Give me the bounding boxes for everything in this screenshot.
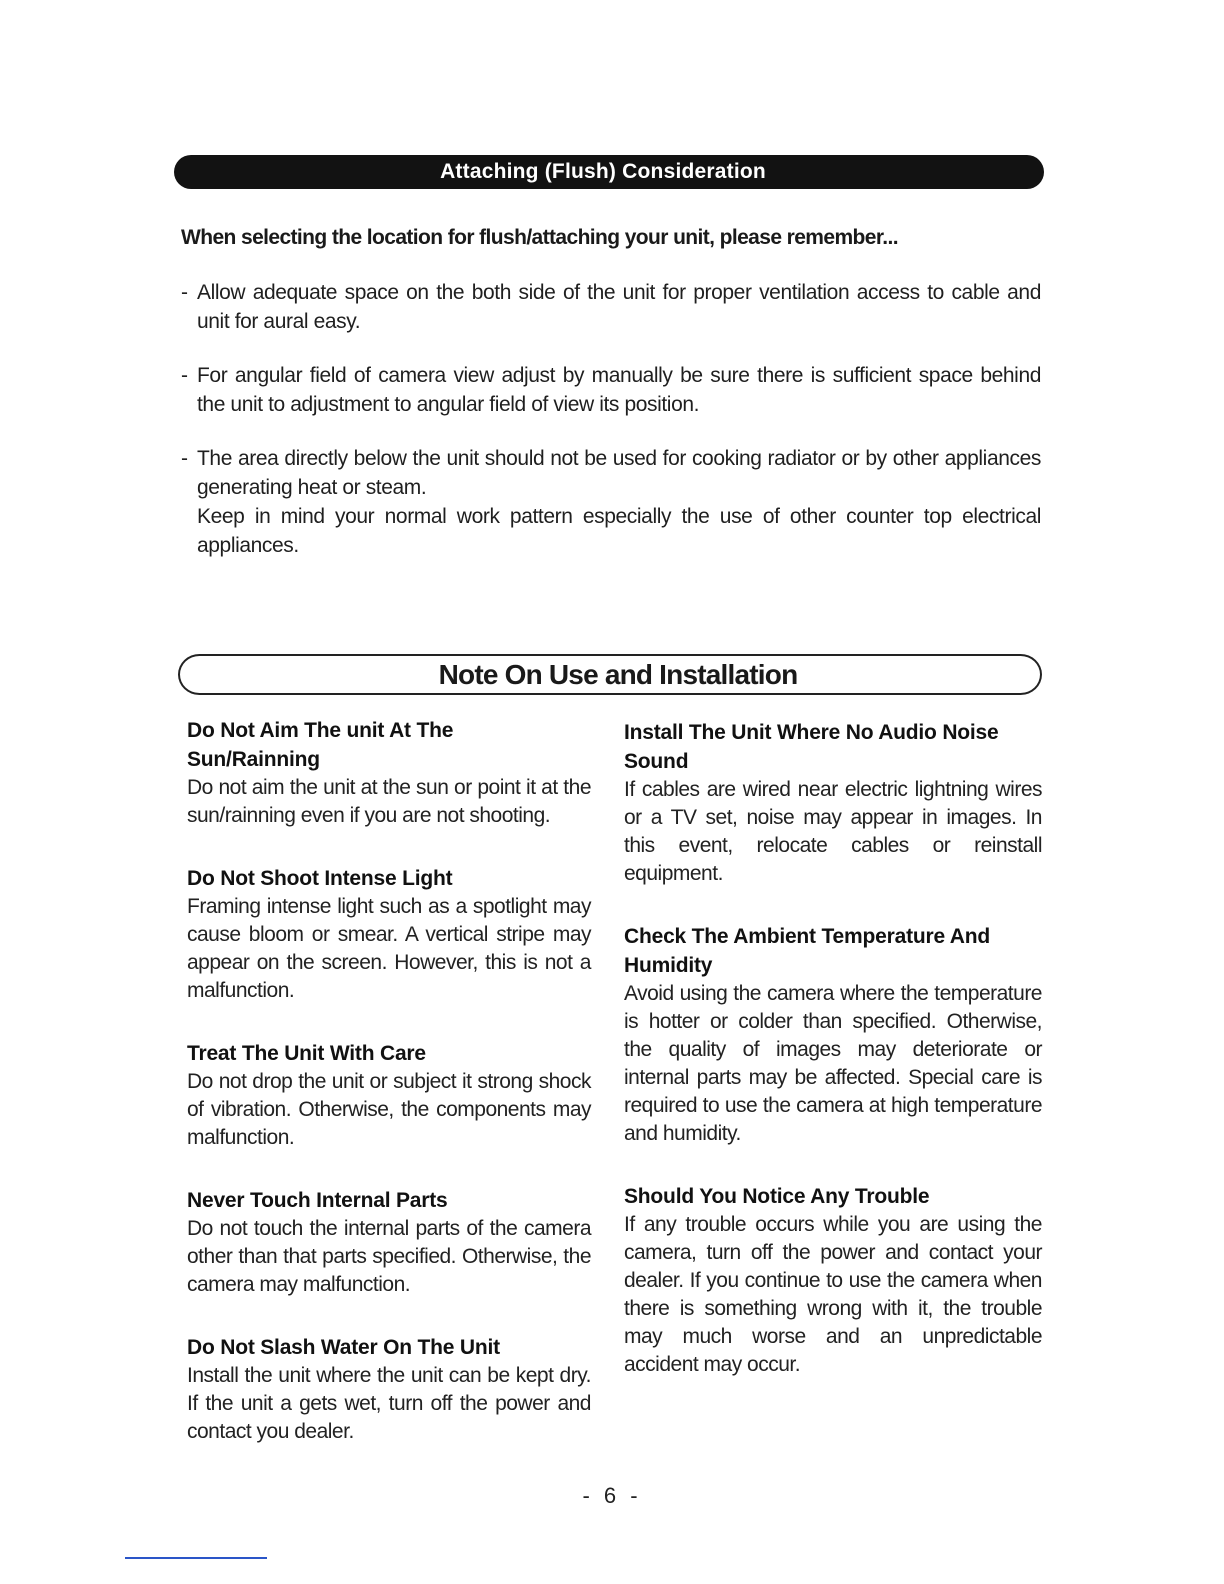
note-body: Framing intense light such as a spotlight may cause bloom or smear. A vertical stripe may appear on the screen. However, this is not a malfunction.	[187, 895, 591, 1002]
page-number: - 6 -	[582, 1483, 642, 1508]
section-title: Note On Use and Installation	[438, 658, 798, 690]
note-heading: Check The Ambient Temperature And Humidity	[624, 925, 991, 977]
note-body: Do not touch the internal parts of the camera other than that parts specified. Otherwise, the camera may malfunction.	[187, 1217, 591, 1296]
list-item-text: The area directly below the unit should not be used for cooking radiator or by other appliances generating heat or steam.	[197, 447, 1041, 499]
note-heading: Do Not Aim The unit At The Sun/Rainning	[187, 719, 454, 771]
note-body: Install the unit where the unit can be kept dry. If the unit a gets wet, turn off the power and contact you dealer.	[187, 1364, 591, 1443]
bullet-dash: -	[181, 447, 188, 470]
list-item	[181, 361, 1041, 419]
right-column	[624, 718, 1042, 1413]
note-heading: Install The Unit Where No Audio Noise Sound	[624, 721, 999, 773]
note-heading: Should You Notice Any Trouble	[624, 1185, 930, 1208]
note-block	[187, 716, 591, 830]
lead-sentence: When selecting the location for flush/attaching your unit, please remember...	[181, 226, 898, 249]
note-body: Avoid using the camera where the temperature is hotter or colder than specified. Otherwise, the quality of images may deteriorate or internal parts may be affected. Special care is required to use the camera at high temperature and humidity.	[624, 982, 1042, 1145]
section-heading-box	[178, 654, 1042, 695]
note-block	[187, 1039, 591, 1152]
note-body: If cables are wired near electric lightning wires or a TV set, noise may appear in images. In this event, relocate cables or reinstall equipment.	[624, 778, 1042, 885]
note-block	[187, 864, 591, 1005]
note-body: Do not drop the unit or subject it strong shock of vibration. Otherwise, the components may malfunction.	[187, 1070, 591, 1149]
note-block	[187, 1186, 591, 1299]
left-column	[187, 716, 591, 1480]
note-heading: Never Touch Internal Parts	[187, 1189, 448, 1212]
bullet-dash: -	[181, 364, 188, 387]
footer-rule	[125, 1557, 267, 1559]
note-heading: Treat The Unit With Care	[187, 1042, 426, 1065]
bullet-dash: -	[181, 281, 188, 304]
note-heading: Do Not Slash Water On The Unit	[187, 1336, 500, 1359]
section-banner	[174, 155, 1044, 189]
note-block	[624, 922, 1042, 1148]
note-body: If any trouble occurs while you are using the camera, turn off the power and contact your dealer. If you continue to use the camera when there is something wrong with it, the trouble may much worse and an unpredictable accident may occur.	[624, 1213, 1042, 1376]
note-heading: Do Not Shoot Intense Light	[187, 867, 453, 890]
list-item-text: For angular field of camera view adjust by manually be sure there is sufficient space behind the unit to adjustment to angular field of view its position.	[197, 364, 1041, 416]
list-item-text: Allow adequate space on the both side of the unit for proper ventilation access to cable and unit for aural easy.	[197, 281, 1041, 333]
consideration-list	[181, 278, 1041, 585]
note-block	[187, 1333, 591, 1446]
list-item-text-continued: Keep in mind your normal work pattern especially the use of other counter top electrical appliances.	[197, 505, 1041, 557]
list-item	[181, 444, 1041, 560]
note-body: Do not aim the unit at the sun or point it at the sun/rainning even if you are not shooting.	[187, 776, 591, 827]
list-item	[181, 278, 1041, 336]
note-block	[624, 718, 1042, 888]
banner-title: Attaching (Flush) Consideration	[440, 160, 766, 183]
note-block	[624, 1182, 1042, 1379]
